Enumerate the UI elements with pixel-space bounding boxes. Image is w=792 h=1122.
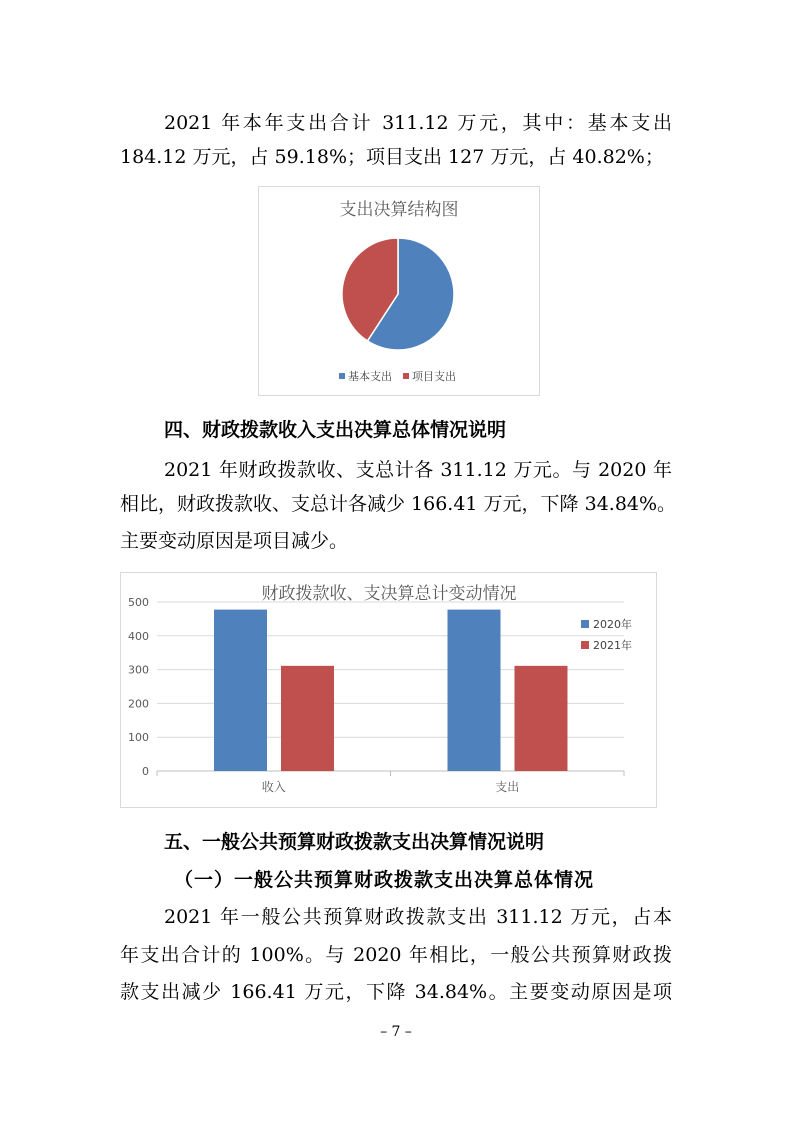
x-tick-label: 收入 [261, 780, 286, 794]
sub-heading: （一）一般公共预算财政拨款支出决算总体情况 [174, 869, 595, 891]
legend-swatch [581, 641, 589, 649]
paragraph-line: 2021 年财政拨款收、支总计各 311.12 万元。与 2020 年 [164, 459, 672, 481]
legend-label: 2021年 [593, 639, 632, 652]
paragraph-line: 主要变动原因是项目减少。 [120, 530, 349, 552]
section-heading: 四、财政拨款收入支出决算总体情况说明 [164, 419, 507, 441]
legend-label: 项目支出 [412, 370, 456, 383]
bar-chart [120, 572, 657, 808]
paragraph-line: 2021 年本年支出合计 311.12 万元，其中：基本支出 [164, 112, 672, 134]
legend-swatch [581, 620, 589, 628]
bar-2021年-收入 [281, 666, 334, 771]
y-tick-label: 300 [128, 663, 149, 677]
y-tick-label: 100 [128, 731, 149, 745]
section-heading: 五、一般公共预算财政拨款支出决算情况说明 [164, 831, 545, 853]
legend-swatch [403, 373, 409, 379]
chart-title: 财政拨款收、支决算总计变动情况 [261, 584, 517, 604]
paragraph-line: 2021 年一般公共预算财政拨款支出 311.12 万元，占本 [164, 906, 672, 928]
x-tick-label: 支出 [495, 780, 520, 794]
legend-label: 2020年 [593, 618, 632, 631]
paragraph-line: 款支出减少 166.41 万元，下降 34.84%。主要变动原因是项 [120, 981, 672, 1003]
legend-swatch [339, 373, 345, 379]
legend-label: 基本支出 [348, 370, 392, 383]
y-tick-label: 0 [142, 765, 149, 778]
paragraph-line: 184.12 万元，占 59.18%；项目支出 127 万元，占 40.82%； [120, 146, 664, 168]
pie-chart [258, 186, 540, 396]
bar-2021年-支出 [515, 666, 568, 771]
page-number: – 7 – [380, 1024, 412, 1040]
paragraph-line: 相比，财政拨款收、支总计各减少 166.41 万元，下降 34.84%。 [120, 493, 677, 515]
chart-title: 支出决算结构图 [339, 200, 459, 220]
y-tick-label: 500 [128, 596, 149, 609]
paragraph-line: 年支出合计的 100%。与 2020 年相比，一般公共预算财政拨 [120, 944, 672, 966]
y-tick-label: 400 [128, 629, 149, 643]
bar-2020年-收入 [214, 610, 267, 771]
bar-2020年-支出 [448, 610, 501, 771]
y-tick-label: 200 [128, 697, 149, 711]
